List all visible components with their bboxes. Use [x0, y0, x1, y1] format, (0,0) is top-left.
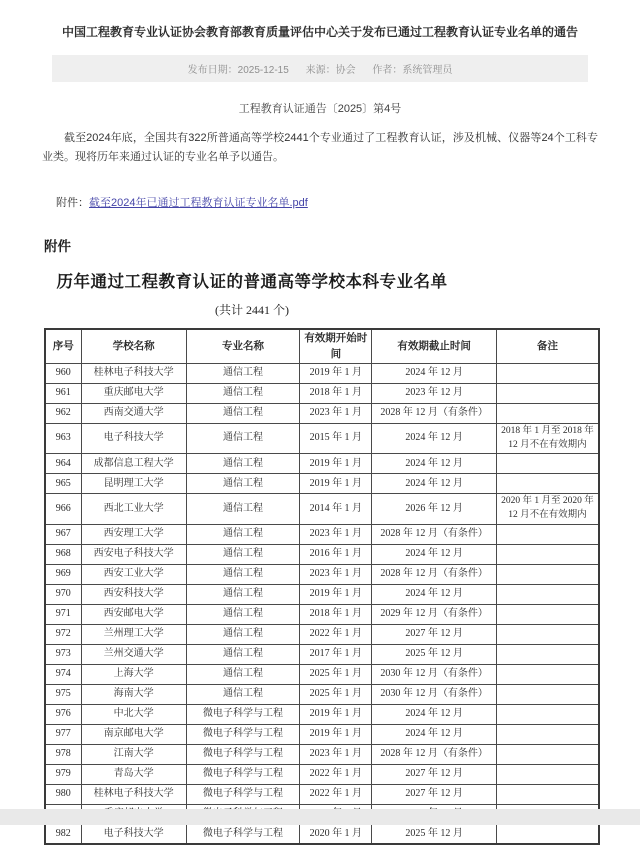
cell-serial: 962 — [45, 403, 81, 423]
cell-serial: 970 — [45, 584, 81, 604]
publish-date-label: 发布日期： — [187, 64, 238, 76]
cell-valid-end: 2030 年 12 月（有条件） — [372, 664, 497, 684]
cell-valid-end: 2030 年 12 月（有条件） — [372, 684, 497, 704]
table-row — [45, 744, 599, 764]
cell-valid-start: 2019 年 1 月 — [300, 704, 372, 724]
cell-valid-end: 2027 年 12 月 — [372, 764, 497, 784]
cell-school: 青岛大学 — [81, 764, 186, 784]
column-header-serial: 序号 — [45, 329, 81, 363]
table-row — [45, 584, 599, 604]
table-row — [45, 423, 599, 454]
cell-school: 桂林电子科技大学 — [81, 363, 186, 383]
cell-major: 通信工程 — [186, 383, 300, 403]
cell-valid-start: 2022 年 1 月 — [300, 784, 372, 804]
cell-valid-end: 2024 年 12 月 — [372, 454, 497, 474]
cell-valid-start: 2016 年 1 月 — [300, 544, 372, 564]
cell-serial: 972 — [45, 624, 81, 644]
cell-remark — [496, 784, 599, 804]
cell-valid-start: 2017 年 1 月 — [300, 644, 372, 664]
cell-valid-start: 2015 年 1 月 — [300, 423, 372, 454]
table-row — [45, 494, 599, 525]
table-row — [45, 524, 599, 544]
cell-major: 通信工程 — [186, 564, 300, 584]
cell-major: 微电子科学与工程 — [186, 764, 300, 784]
publish-date — [188, 65, 289, 76]
cell-remark — [496, 524, 599, 544]
author-label: 作者： — [372, 64, 403, 76]
table-row — [45, 604, 599, 624]
attachment-doc-title: 历年通过工程教育认证的普通高等学校本科专业名单 — [56, 272, 448, 292]
cell-serial: 977 — [45, 724, 81, 744]
meta-bar — [52, 55, 588, 82]
cell-major: 通信工程 — [186, 494, 300, 525]
cell-valid-end: 2027 年 12 月 — [372, 624, 497, 644]
notice-paragraph: 截至2024年底，全国共有322所普通高等学校2441个专业通过了工程教育认证，涉及机械、仪器等24个工科专业类。现将历年来通过认证的专业名单予以通告。 — [42, 131, 598, 164]
table-row — [45, 824, 599, 844]
cell-major: 通信工程 — [186, 524, 300, 544]
table-row — [45, 704, 599, 724]
cell-major: 通信工程 — [186, 363, 300, 383]
cell-serial: 968 — [45, 544, 81, 564]
table-row — [45, 784, 599, 804]
cell-school: 西安工业大学 — [81, 564, 186, 584]
cell-school: 西南交通大学 — [81, 403, 186, 423]
cell-school: 西安邮电大学 — [81, 604, 186, 624]
table-row — [45, 684, 599, 704]
cell-remark — [496, 544, 599, 564]
table-row — [45, 724, 599, 744]
cell-remark — [496, 824, 599, 844]
cell-major: 通信工程 — [186, 454, 300, 474]
cell-valid-end: 2025 年 12 月 — [372, 824, 497, 844]
cell-serial: 965 — [45, 474, 81, 494]
cell-major: 通信工程 — [186, 604, 300, 624]
table-row — [45, 454, 599, 474]
cell-valid-start: 2023 年 1 月 — [300, 403, 372, 423]
cell-valid-end: 2024 年 12 月 — [372, 363, 497, 383]
author — [372, 65, 452, 76]
cell-remark — [496, 584, 599, 604]
cell-valid-end: 2024 年 12 月 — [372, 584, 497, 604]
cell-serial: 980 — [45, 784, 81, 804]
table-row — [45, 544, 599, 564]
cell-remark — [496, 604, 599, 624]
page-footer-band — [0, 809, 640, 825]
table-row — [45, 403, 599, 423]
cell-major: 通信工程 — [186, 403, 300, 423]
cell-valid-end: 2024 年 12 月 — [372, 423, 497, 454]
cell-school: 南京邮电大学 — [81, 724, 186, 744]
column-header-remark: 备注 — [496, 329, 599, 363]
cell-valid-start: 2019 年 1 月 — [300, 724, 372, 744]
doc-number: 工程教育认证通告〔2025〕第4号 — [238, 102, 402, 115]
cell-valid-start: 2018 年 1 月 — [300, 383, 372, 403]
cell-major: 通信工程 — [186, 544, 300, 564]
attachment-doc-title-block — [44, 268, 460, 318]
cell-valid-start: 2022 年 1 月 — [300, 624, 372, 644]
cell-school: 西北工业大学 — [81, 494, 186, 525]
table-row — [45, 474, 599, 494]
appendix-heading: 附件 — [44, 239, 71, 255]
cell-valid-start: 2022 年 1 月 — [300, 764, 372, 784]
cell-valid-start: 2023 年 1 月 — [300, 564, 372, 584]
cell-serial: 979 — [45, 764, 81, 784]
cell-school: 电子科技大学 — [81, 423, 186, 454]
cell-serial: 975 — [45, 684, 81, 704]
cell-valid-end: 2023 年 12 月 — [372, 383, 497, 403]
table-row — [45, 624, 599, 644]
attachment-label: 附件： — [56, 197, 89, 210]
cell-valid-end: 2026 年 12 月 — [372, 494, 497, 525]
cell-valid-start: 2019 年 1 月 — [300, 474, 372, 494]
cell-valid-start: 2014 年 1 月 — [300, 494, 372, 525]
table-body — [45, 363, 599, 844]
cell-remark — [496, 474, 599, 494]
cell-valid-start: 2023 年 1 月 — [300, 744, 372, 764]
cell-serial: 971 — [45, 604, 81, 624]
cell-major: 通信工程 — [186, 664, 300, 684]
cell-valid-start: 2018 年 1 月 — [300, 604, 372, 624]
cell-serial: 969 — [45, 564, 81, 584]
table-row — [45, 644, 599, 664]
cell-serial: 976 — [45, 704, 81, 724]
cell-remark: 2020 年 1 月至 2020 年 12 月不在有效期内 — [496, 494, 599, 525]
majors-table — [44, 328, 600, 845]
cell-remark — [496, 744, 599, 764]
cell-major: 通信工程 — [186, 584, 300, 604]
table-header-row — [45, 329, 599, 363]
column-header-valid-start: 有效期开始时间 — [300, 329, 372, 363]
cell-serial: 967 — [45, 524, 81, 544]
cell-major: 微电子科学与工程 — [186, 724, 300, 744]
cell-serial: 961 — [45, 383, 81, 403]
cell-serial: 978 — [45, 744, 81, 764]
cell-major: 通信工程 — [186, 474, 300, 494]
cell-remark — [496, 664, 599, 684]
cell-school: 电子科技大学 — [81, 824, 186, 844]
table-row — [45, 764, 599, 784]
source — [306, 65, 356, 76]
cell-school: 桂林电子科技大学 — [81, 784, 186, 804]
attachment-doc-subtitle: (共计 2441 个) — [215, 303, 289, 318]
cell-school: 海南大学 — [81, 684, 186, 704]
table-row — [45, 664, 599, 684]
source-value: 协会 — [335, 64, 356, 76]
cell-valid-start: 2020 年 1 月 — [300, 824, 372, 844]
cell-valid-end: 2029 年 12 月（有条件） — [372, 604, 497, 624]
cell-major: 通信工程 — [186, 684, 300, 704]
cell-school: 西安科技大学 — [81, 584, 186, 604]
source-label: 来源： — [305, 64, 336, 76]
cell-valid-end: 2024 年 12 月 — [372, 704, 497, 724]
cell-school: 重庆邮电大学 — [81, 383, 186, 403]
cell-remark: 2018 年 1 月至 2018 年 12 月不在有效期内 — [496, 423, 599, 454]
cell-school: 兰州理工大学 — [81, 624, 186, 644]
cell-school: 上海大学 — [81, 664, 186, 684]
cell-serial: 982 — [45, 824, 81, 844]
cell-remark — [496, 684, 599, 704]
cell-valid-end: 2028 年 12 月（有条件） — [372, 744, 497, 764]
cell-remark — [496, 644, 599, 664]
cell-valid-end: 2024 年 12 月 — [372, 724, 497, 744]
table-row — [45, 564, 599, 584]
cell-valid-end: 2028 年 12 月（有条件） — [372, 403, 497, 423]
cell-major: 微电子科学与工程 — [186, 784, 300, 804]
column-header-valid-end: 有效期截止时间 — [372, 329, 497, 363]
cell-remark — [496, 724, 599, 744]
cell-school: 兰州交通大学 — [81, 644, 186, 664]
cell-school: 西安电子科技大学 — [81, 544, 186, 564]
cell-school: 江南大学 — [81, 744, 186, 764]
cell-major: 微电子科学与工程 — [186, 704, 300, 724]
cell-serial: 960 — [45, 363, 81, 383]
cell-school: 中北大学 — [81, 704, 186, 724]
cell-serial: 974 — [45, 664, 81, 684]
cell-valid-start: 2023 年 1 月 — [300, 524, 372, 544]
attachment-link[interactable]: 截至2024年已通过工程教育认证专业名单.pdf — [89, 197, 308, 210]
cell-major: 通信工程 — [186, 644, 300, 664]
cell-remark — [496, 704, 599, 724]
cell-major: 通信工程 — [186, 624, 300, 644]
cell-valid-start: 2019 年 1 月 — [300, 363, 372, 383]
cell-remark — [496, 403, 599, 423]
cell-remark — [496, 564, 599, 584]
cell-remark — [496, 363, 599, 383]
column-header-major: 专业名称 — [186, 329, 300, 363]
cell-valid-end: 2028 年 12 月（有条件） — [372, 564, 497, 584]
page-title: 中国工程教育专业认证协会教育部教育质量评估中心关于发布已通过工程教育认证专业名单的通告 — [61, 25, 578, 39]
cell-valid-end: 2024 年 12 月 — [372, 544, 497, 564]
cell-valid-end: 2028 年 12 月（有条件） — [372, 524, 497, 544]
cell-serial: 963 — [45, 423, 81, 454]
cell-serial: 964 — [45, 454, 81, 474]
table-row — [45, 363, 599, 383]
cell-valid-end: 2027 年 12 月 — [372, 784, 497, 804]
cell-remark — [496, 454, 599, 474]
cell-valid-end: 2024 年 12 月 — [372, 474, 497, 494]
cell-valid-start: 2025 年 1 月 — [300, 684, 372, 704]
column-header-school: 学校名称 — [81, 329, 186, 363]
cell-major: 通信工程 — [186, 423, 300, 454]
cell-valid-end: 2025 年 12 月 — [372, 644, 497, 664]
cell-valid-start: 2025 年 1 月 — [300, 664, 372, 684]
cell-school: 成都信息工程大学 — [81, 454, 186, 474]
cell-serial: 966 — [45, 494, 81, 525]
cell-major: 微电子科学与工程 — [186, 744, 300, 764]
cell-valid-start: 2019 年 1 月 — [300, 584, 372, 604]
publish-date-value: 2025-12-15 — [237, 64, 289, 76]
attachment-line — [56, 194, 598, 210]
cell-remark — [496, 383, 599, 403]
cell-valid-start: 2019 年 1 月 — [300, 454, 372, 474]
cell-remark — [496, 764, 599, 784]
cell-school: 昆明理工大学 — [81, 474, 186, 494]
cell-remark — [496, 624, 599, 644]
attachment-document — [0, 268, 640, 845]
cell-school: 西安理工大学 — [81, 524, 186, 544]
cell-major: 微电子科学与工程 — [186, 824, 300, 844]
table-row — [45, 383, 599, 403]
cell-serial: 973 — [45, 644, 81, 664]
author-value: 系统管理员 — [402, 64, 453, 76]
